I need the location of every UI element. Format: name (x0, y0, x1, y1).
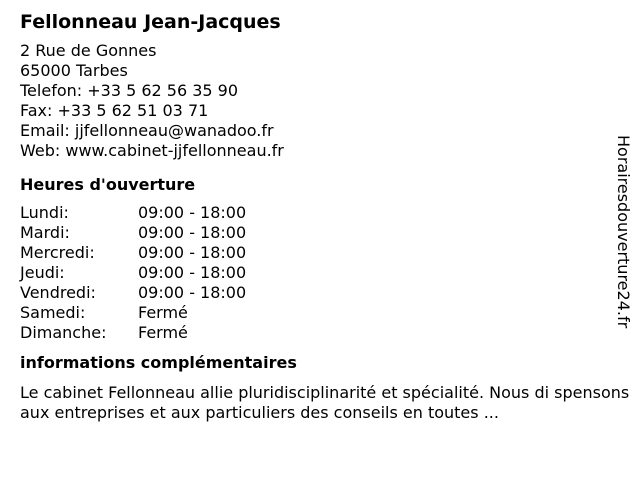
address-line: 2 Rue de Gonnes (20, 41, 157, 60)
day-label: Jeudi: (20, 263, 65, 282)
email-line: Email: jjfellonneau@wanadoo.fr (20, 121, 274, 140)
day-hours: 09:00 - 18:00 (138, 203, 247, 222)
hours-row-thursday (20, 263, 620, 283)
day-label: Mardi: (20, 223, 70, 242)
web-line: Web: www.cabinet-jjfellonneau.fr (20, 141, 284, 160)
info-heading: informations complémentaires (20, 353, 297, 372)
hours-heading: Heures d'ouverture (20, 175, 196, 194)
day-label: Vendredi: (20, 283, 96, 302)
phone-line: Telefon: +33 5 62 56 35 90 (20, 81, 239, 100)
info-description: Le cabinet Fellonneau allie pluridisciplinarité et spécialité. Nous di spensons aux entreprises et aux particuliers des conseils en toutes ... (20, 383, 630, 422)
hours-row-wednesday (20, 243, 620, 263)
day-label: Mercredi: (20, 243, 95, 262)
site-watermark-label: Horairesdouverture24.fr (614, 135, 633, 329)
day-label: Samedi: (20, 303, 86, 322)
hours-row-sunday (20, 323, 620, 343)
day-label: Dimanche: (20, 323, 107, 342)
hours-row-friday (20, 283, 620, 303)
hours-row-saturday (20, 303, 620, 323)
day-hours: 09:00 - 18:00 (138, 223, 247, 242)
day-label: Lundi: (20, 203, 69, 222)
hours-row-monday (20, 203, 620, 223)
day-hours: Fermé (138, 323, 188, 342)
day-hours: 09:00 - 18:00 (138, 243, 247, 262)
fax-line: Fax: +33 5 62 51 03 71 (20, 101, 209, 120)
hours-table (20, 203, 620, 343)
business-name: Fellonneau Jean-Jacques (20, 11, 281, 33)
day-hours: 09:00 - 18:00 (138, 263, 247, 282)
city-line: 65000 Tarbes (20, 61, 128, 80)
day-hours: Fermé (138, 303, 188, 322)
day-hours: 09:00 - 18:00 (138, 283, 247, 302)
hours-row-tuesday (20, 223, 620, 243)
